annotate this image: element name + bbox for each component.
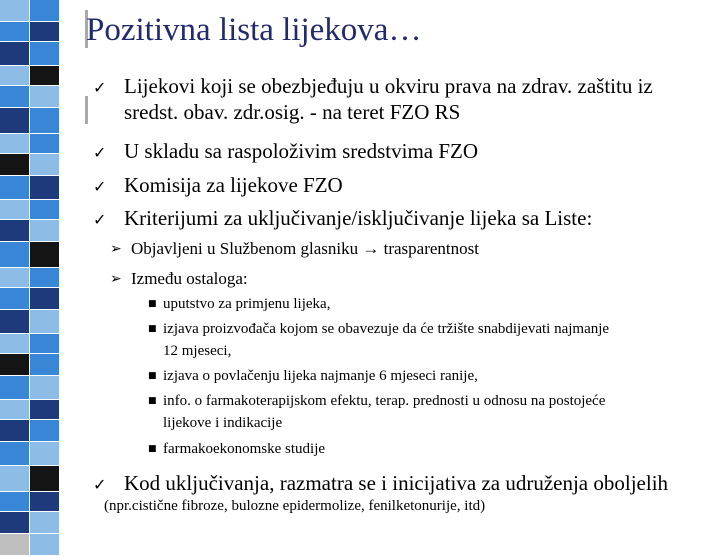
strip-block xyxy=(0,334,30,354)
strip-block xyxy=(30,66,60,86)
strip-block xyxy=(30,176,60,200)
strip-block xyxy=(0,242,30,268)
arrowhead-icon: ➢ xyxy=(110,241,122,257)
strip-block xyxy=(0,134,30,154)
strip-block xyxy=(30,268,60,288)
strip-block xyxy=(30,466,60,492)
checkmark-icon: ✓ xyxy=(93,78,107,97)
strip-block xyxy=(30,288,60,310)
strip-block xyxy=(30,242,60,268)
strip-block xyxy=(0,176,30,200)
sub-sub-bullet-4-line-1: info. o farmakoterapijskom efektu, terap. prednosti u odnosu na postojeće xyxy=(163,393,606,409)
strip-block xyxy=(0,288,30,310)
strip-block xyxy=(0,310,30,334)
strip-block xyxy=(30,400,60,420)
strip-block xyxy=(30,22,60,42)
bullet-2: U skladu sa raspoloživim sredstvima FZO xyxy=(124,139,479,163)
strip-block xyxy=(0,534,30,556)
bullet-1-line-2: sredst. obav. zdr.osig. - na teret FZO RS xyxy=(124,100,461,124)
sub-sub-bullet-3: izjava o povlačenju lijeka najmanje 6 mjeseci ranije, xyxy=(163,368,478,384)
square-bullet-icon: ■ xyxy=(148,324,157,334)
strip-block xyxy=(30,334,60,354)
strip-block xyxy=(30,492,60,512)
strip-block xyxy=(0,108,30,134)
checkmark-icon: ✓ xyxy=(93,475,107,494)
strip-block xyxy=(0,22,30,42)
sub-bullet-2: Između ostaloga: xyxy=(131,269,248,288)
strip-block xyxy=(30,420,60,442)
square-bullet-icon: ■ xyxy=(148,444,157,454)
strip-block xyxy=(30,0,60,22)
strip-block xyxy=(0,200,30,220)
arrowhead-icon: ➢ xyxy=(110,271,122,287)
sub-sub-bullet-2-line-2: 12 mjeseci, xyxy=(163,343,232,359)
sub-sub-bullet-4-line-2: lijekove i indikacije xyxy=(163,415,283,431)
checkmark-icon: ✓ xyxy=(93,143,107,162)
bullet-5-line-2: (npr.cistične fibroze, bulozne epidermolize, fenilketonurije, itd) xyxy=(104,498,486,514)
square-bullet-icon: ■ xyxy=(148,371,157,381)
strip-block xyxy=(30,512,60,534)
strip-block xyxy=(30,220,60,242)
slide-title: Pozitivna lista lijekova… xyxy=(86,12,422,48)
bullet-1-line-1: Lijekovi koji se obezbjeđuju u okviru prava na zdrav. zaštitu iz xyxy=(124,74,653,98)
strip-block xyxy=(0,492,30,512)
strip-block xyxy=(30,376,60,400)
bullet-3: Komisija za lijekove FZO xyxy=(124,173,343,197)
sub-sub-bullet-1: uputstvo za primjenu lijeka, xyxy=(163,296,331,312)
bullet-5-line-1: Kod uključivanja, razmatra se i inicijativa za udruženja oboljelih xyxy=(124,471,669,495)
bullet-4: Kriterijumi za uključivanje/isključivanje lijeka sa Liste: xyxy=(124,206,593,230)
strip-block xyxy=(0,354,30,376)
sub-sub-bullet-5: farmakoekonomske studije xyxy=(163,441,326,457)
square-bullet-icon: ■ xyxy=(148,299,157,309)
strip-block xyxy=(30,442,60,466)
strip-block xyxy=(30,86,60,108)
strip-block xyxy=(0,442,30,466)
square-bullet-icon: ■ xyxy=(148,396,157,406)
strip-block xyxy=(30,354,60,376)
strip-block xyxy=(0,420,30,442)
decorative-strip xyxy=(0,0,60,540)
strip-block xyxy=(0,512,30,534)
checkmark-icon: ✓ xyxy=(93,177,107,196)
strip-block xyxy=(0,220,30,242)
strip-block xyxy=(0,268,30,288)
strip-block xyxy=(0,466,30,492)
strip-block xyxy=(0,42,30,66)
strip-block xyxy=(0,376,30,400)
strip-block xyxy=(30,134,60,154)
strip-block xyxy=(30,154,60,176)
strip-block xyxy=(30,200,60,220)
sub-bullet-1: Objavljeni u Službenom glasniku → trasparentnost xyxy=(131,239,479,258)
strip-block xyxy=(0,0,30,22)
strip-block xyxy=(30,108,60,134)
strip-block xyxy=(0,66,30,86)
strip-block xyxy=(30,42,60,66)
checkmark-icon: ✓ xyxy=(93,210,107,229)
strip-block xyxy=(30,534,60,556)
strip-block xyxy=(0,154,30,176)
body-accent-bar xyxy=(85,96,88,124)
strip-block xyxy=(0,400,30,420)
strip-block xyxy=(0,86,30,108)
sub-sub-bullet-2-line-1: izjava proizvođača kojom se obavezuje da će tržište snabdijevati najmanje xyxy=(163,321,610,337)
strip-block xyxy=(30,310,60,334)
